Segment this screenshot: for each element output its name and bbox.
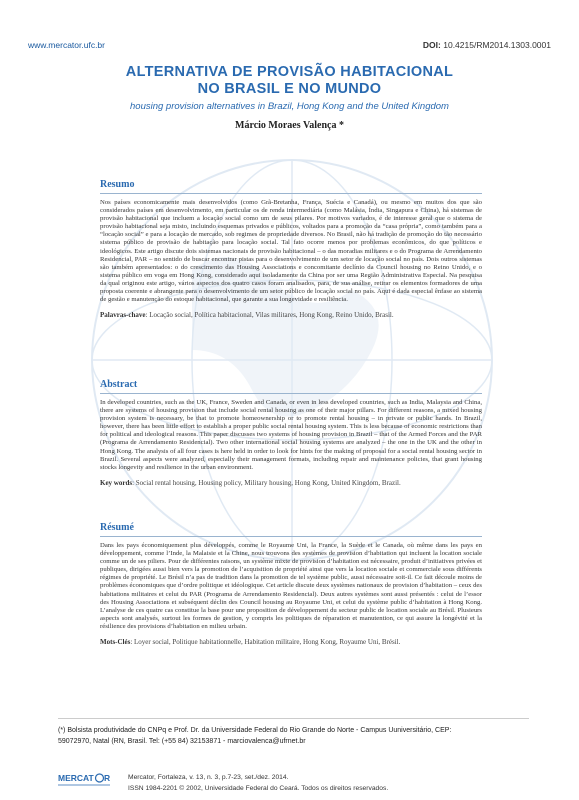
resumo-keywords-label: Palavras-chave [100,311,146,320]
resume-keywords-label: Mots-Clés [100,638,131,647]
citation-line-1: Mercator, Fortaleza, v. 13, n. 3, p.7-23, set./dez. 2014. [128,774,289,781]
author-footnote [58,718,529,747]
resume-keywords [100,638,482,646]
journal-url-link[interactable]: www.mercator.ufc.br [28,40,105,50]
resume-text: Dans les pays économiquement plus développés, comme le Royaume Uni, la France, la Suède et le Canada, où même dans les pays en développement, comme l’Inde, la Malaisie et la Chine, nous trouvons des systèmes de provision d’habitation qui incluent la location sociale comme un de ses piliers. Pour de différentes raisons, un système mixte de provision d’habitation est nécessaire, produit d’initiatives privées et publiques, dirigées aussi bien vers la promotion de l’acquisition de propriété ainsi que vers la location sociale et commerciale sous différents régimes de propriété. Le Brésil n’a pas de tradition dans la promotion de tel système public, aussi nécessaire soit-il. Ce fait découle moins de problèmes économiques que d’ordre politique et idéologique. Cet article discute deux systèmes nationaux de provision d’habitation – ceux des habitations militaires et celui du PAR (Programa de Arrendamento Residencial). Deux autres systèmes sont aussi présentés : celui de l’essor des Housing Associations et subséquent déclin des Council housing au Royaume Uni, et celui du système public d’habitation à Hong Kong. L’analyse de ces quatre cas constitue la base pour une proposition de développement du secteur public de location sociale au Brésil. Plusieurs aspects sont analysés, surtout les formes de gestion, y compris les politiques de réparation et manutention, ce qui assure la longévité et la résilience des provisions d’habitation en milieu urbain. [100,542,482,630]
citation-line-2: ISSN 1984-2201 © 2002, Universidade Federal do Ceará. Todos os direitos reservados. [128,785,389,792]
title-line-1: ALTERNATIVA DE PROVISÃO HABITACIONAL [125,64,454,80]
resumo-keywords [100,311,482,319]
footnote-line-2: 59072970, Natal (RN, Brasil. Tel: (+55 84) 32153871 - marciovalenca@ufrnet.br [58,738,306,745]
svg-text:MERCAT: MERCAT [58,773,94,783]
abstract-keywords-text: : Social rental housing, Housing policy, Military housing, Hong Kong, United Kingdom, Brazil. [132,478,401,487]
svg-text:R: R [104,773,110,783]
mercator-logo [58,768,110,788]
abstract-section [100,379,482,487]
page-footer [58,768,539,792]
page-header [28,40,551,54]
title-line-2: NO BRASIL E NO MUNDO [197,81,382,97]
doi [423,40,551,50]
resumo-keywords-text: : Locação social, Política habitacional, Vilas militares, Hong Kong, Reino Unido, Brasil. [145,311,394,320]
resume-section [100,522,482,646]
resumo-text: Nos países economicamente mais desenvolvidos (como Grã-Bretanha, França, Suécia e Canadá), ou mesmo em muitos dos que são considerados países em desenvolvimento, em particular os de renda intermediária (como Malásia, Índia, Singapura e China), há sistemas de provisão habitacional que incluem a locação social como um de seus pilares. Por motivos variados, é de interesse geral que o sistema de provisão habitacional seja misto, incluindo esquemas privados e públicos, voltados para a promoção da “casa própria”, como também para a “locação social” e para a locação de mercado, sob regimes de propriedade diversos. No Brasil, não há tradição de promoção do tão necessário sistema público de provisão de habitação para locação social. Tal fato ocorre menos por problemas econômicos, do que políticos e ideológicos. Este artigo discute dois sistemas nacionais de provisão habitacional – o das moradias militares e o do Programa de Arrendamento Residencial, PAR – no sentido de buscar encontrar pistas para o desenvolvimento de um setor de locação social no país. Dois outros sistemas são também apresentados: o do crescimento das Housing Associations e concomitante declínio da Council housing no Reino Unido, e o sistema público em voga em Hong Kong, considerado aqui isoladamente da China por ser uma Região Administrativa Especial. Na pesquisa da qual originou este artigo, vários aspectos dos quatro casos foram analisados, para, de sua análise, retirar os elementos formadores de uma proposta coerente e abrangente para o desenvolvimento de um setor público de locação social no país. Aqui é dada especial ênfase ao sistema de gestão e manutenção do estoque habitacional, que garante a sua longevidade e resiliência. [100,199,482,304]
abstract-text: In developed countries, such as the UK, France, Sweden and Canada, or even in less developed countries, such as India, Malaysia and China, there are systems of housing provision that include social rental housing as one of their major pillars. For different reasons, a mixed housing provision system is necessary, be that to promote homeownership or to promote rental housing – in private or public hands. In Brazil, however, there has been little effort to establish a proper public social rental housing system. This is less because of economic restrictions than for political and ideological reasons. This paper discusses two systems of housing provision in Brazil – that of the Armed Forces and the PAR (Programa de Arrendamento Residencial). Two other international social housing systems are analyzed – the one in the UK and the other in Hong Kong. The analysis of all four cases is here held in order to look for hints for the making of proposal for a social rental housing sector in Brazil. Several aspects were analyzed, especially their management formats, including repair and maintenance policies, that grant housing stocks longevity and resilience in the urban environment. [100,399,482,471]
article-title [60,64,519,98]
abstract-keywords [100,479,482,487]
footnote-line-1: (*) Bolsista produtividade do CNPq e Prof. Dr. da Universidade Federal do Rio Grande do Norte - Campus Uuniversitário, CEP: [58,727,452,734]
resume-heading: Résumé [100,522,482,537]
resumo-heading: Resumo [100,179,482,194]
doi-label: DOI: [422,40,441,50]
resume-keywords-text: : Loyer social, Politique habitationnelle, Habitation militaire, Hong Kong, Royaume Uni, Brésil. [130,638,401,647]
abstract-keywords-label: Key words [100,478,133,487]
abstract-heading: Abstract [100,379,482,394]
resumo-section [100,179,482,319]
journal-citation [128,772,388,794]
doi-value: 10.4215/RM2014.1303.0001 [443,40,551,50]
author-name: Márcio Moraes Valença * [235,120,344,131]
article-subtitle: housing provision alternatives in Brazil, Hong Kong and the United Kingdom [130,101,449,112]
